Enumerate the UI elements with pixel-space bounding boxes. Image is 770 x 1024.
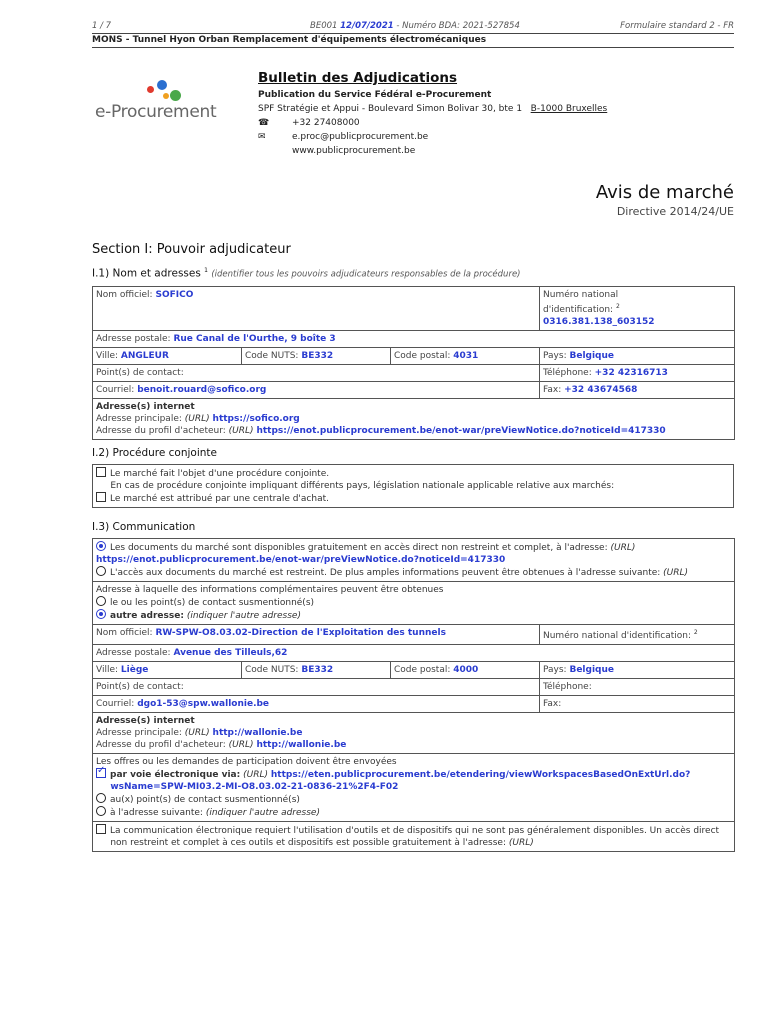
table-row — [93, 754, 735, 822]
offers-electronic-label: par voie électronique via: — [110, 770, 241, 780]
field-label: Code postal: — [394, 351, 451, 361]
docs-restricted-radio[interactable] — [96, 566, 106, 576]
tools-checkbox[interactable] — [96, 824, 106, 834]
field-label: Numéro national d'identification: — [543, 631, 692, 641]
i1-title-text: I.1) Nom et adresses — [92, 267, 201, 280]
field-label: Téléphone: — [543, 682, 592, 692]
e-procurement-logo — [95, 78, 225, 128]
field-label: Code NUTS: — [245, 665, 299, 675]
internet-heading: Adresse(s) internet — [96, 402, 195, 412]
table-row — [93, 713, 735, 754]
field-label: d'identification: — [543, 305, 614, 315]
field-label: Adresse postale: — [96, 334, 171, 344]
url-hint: (URL) — [610, 543, 636, 553]
main-url[interactable]: https://sofico.org — [212, 414, 300, 424]
field-label: Adresse principale: — [96, 414, 182, 424]
publisher-web-line — [258, 144, 738, 158]
field-label: Pays: — [543, 351, 567, 361]
publisher-email-line — [258, 130, 738, 144]
field-label: Point(s) de contact: — [96, 368, 184, 378]
phone: +32 42316713 — [594, 368, 668, 378]
offers-address-radio[interactable] — [96, 806, 106, 816]
table-row — [93, 539, 735, 582]
phone-icon: ☎ — [258, 118, 270, 128]
publisher-phone: +32 27408000 — [292, 118, 360, 128]
table-row — [93, 465, 734, 508]
buyer-profile-url[interactable]: https://enot.publicprocurement.be/enot-war/preViewNotice.do?noticeId=417330 — [256, 426, 666, 436]
url-hint: (URL) — [184, 414, 210, 424]
field-label: Fax: — [543, 699, 562, 709]
city: ANGLEUR — [120, 351, 169, 361]
contact-main-url[interactable]: http://wallonie.be — [212, 728, 303, 738]
i1-note: (identifier tous les pouvoirs adjudicateurs responsables de la procédure) — [211, 269, 521, 280]
offers-address-note: (indiquer l'autre adresse) — [205, 808, 320, 818]
field-label: Ville: — [96, 351, 119, 361]
offers-url-continued[interactable]: wsName=SPW-MI03.2-MI-O8.03.02-21-0836-21%2F4-F02 — [110, 782, 399, 792]
table-row — [93, 399, 735, 440]
joint-procedure-checkbox[interactable] — [96, 467, 106, 477]
notice-title-block — [596, 182, 734, 218]
info-contact-label: le ou les point(s) de contact susmentionné(s) — [110, 598, 315, 608]
contact-nuts: BE332 — [301, 665, 334, 675]
offers-electronic-checkbox[interactable] — [96, 768, 106, 778]
field-label: Adresse du profil d'acheteur: — [96, 426, 226, 436]
table-row — [93, 582, 735, 625]
notice-directive: Directive 2014/24/UE — [616, 205, 734, 218]
contact-email[interactable]: dgo1-53@spw.wallonie.be — [137, 699, 270, 709]
field-label: Adresse principale: — [96, 728, 182, 738]
notice-subtitle: MONS - Tunnel Hyon Orban Remplacement d'équipements électromécaniques — [92, 33, 734, 48]
subsection-i3-title: I.3) Communication — [92, 521, 196, 533]
table-row — [93, 679, 735, 696]
postal-address: Rue Canal de l'Ourthe, 9 boîte 3 — [173, 334, 336, 344]
notice-reference — [310, 21, 520, 31]
email[interactable]: benoit.rouard@sofico.org — [137, 385, 267, 395]
info-other-radio[interactable] — [96, 609, 106, 619]
fax: +32 43674568 — [564, 385, 638, 395]
info-other-label: autre adresse: — [110, 611, 184, 621]
central-purchasing-label: Le marché est attribué par une centrale d'achat. — [110, 494, 329, 504]
table-row — [93, 645, 735, 662]
field-label: Numéro national — [543, 290, 619, 300]
docs-url[interactable]: https://enot.publicprocurement.be/enot-war/preViewNotice.do?noticeId=417330 — [96, 555, 506, 565]
country: Belgique — [569, 351, 615, 361]
publisher-name: Publication du Service Fédéral e-Procurement — [258, 90, 492, 100]
table-row — [93, 696, 735, 713]
table-row — [93, 662, 735, 679]
field-label: Code postal: — [394, 665, 451, 675]
contact-postal-address: Avenue des Tilleuls,62 — [173, 648, 288, 658]
url-hint: (URL) — [184, 728, 210, 738]
field-label: Code NUTS: — [245, 351, 299, 361]
info-other-note: (indiquer l'autre adresse) — [186, 611, 301, 621]
contact-country: Belgique — [569, 665, 614, 675]
logo-dots — [95, 78, 225, 102]
url-hint: (URL) — [243, 770, 268, 780]
table-row — [93, 348, 735, 365]
offers-label: Les offres ou les demandes de participation doivent être envoyées — [96, 757, 397, 767]
field-label: Nom officiel: — [96, 290, 153, 300]
internet-heading: Adresse(s) internet — [96, 716, 195, 726]
i1-footnote-mark: 1 — [204, 267, 208, 274]
docs-free-radio[interactable] — [96, 541, 106, 551]
table-row — [93, 287, 735, 331]
subsection-i2-title: I.2) Procédure conjointe — [92, 447, 217, 459]
footnote-mark: 2 — [615, 303, 620, 310]
publisher-city: B-1000 Bruxelles — [530, 104, 608, 114]
publication-date: 12/07/2021 — [340, 21, 394, 31]
contact-city: Liège — [120, 665, 149, 675]
url-hint: (URL) — [663, 568, 689, 578]
subsection-i1-title — [92, 267, 521, 280]
joint-procedure-label: Le marché fait l'objet d'une procédure conjointe. — [110, 469, 330, 479]
publisher-address: SPF Stratégie et Appui - Boulevard Simon Bolivar 30, bte 1 — [258, 104, 523, 114]
info-address-label: Adresse à laquelle des informations complémentaires peuvent être obtenues — [96, 585, 444, 595]
i1-table — [92, 286, 735, 440]
logo-dot-red — [147, 86, 154, 93]
contact-postal-code: 4000 — [453, 665, 479, 675]
table-row — [93, 365, 735, 382]
docs-free-label: Les documents du marché sont disponibles gratuitement en accès direct non restreint et complet, à l'adresse: — [110, 543, 608, 553]
publisher-address-line — [258, 102, 738, 116]
joint-procedure-law-label: En cas de procédure conjointe impliquant différents pays, législation nationale applicable relative aux marchés: — [110, 481, 615, 491]
ref-prefix: BE001 — [310, 21, 338, 31]
offers-contact-radio[interactable] — [96, 793, 106, 803]
offers-address-label: à l'adresse suivante: — [110, 808, 203, 818]
logo-dot-orange — [163, 93, 169, 99]
table-row — [93, 625, 735, 645]
field-label: Adresse postale: — [96, 648, 171, 658]
offers-url[interactable]: https://eten.publicprocurement.be/etendering/viewWorkspacesBasedOnExtUrl.do? — [270, 770, 691, 780]
ref-suffix: - Numéro BDA: 2021-527854 — [396, 21, 520, 31]
field-label: Fax: — [543, 385, 562, 395]
section-title: Section I: Pouvoir adjudicateur — [92, 242, 291, 257]
field-label: Téléphone: — [543, 368, 592, 378]
url-hint: (URL) — [508, 838, 534, 848]
envelope-icon: ✉ — [258, 132, 266, 142]
field-label: Point(s) de contact: — [96, 682, 184, 692]
url-hint: (URL) — [228, 426, 254, 436]
form-name: Formulaire standard 2 - FR — [620, 21, 734, 31]
page-number: 1 / 7 — [92, 21, 112, 31]
publisher-phone-line — [258, 116, 738, 130]
contact-profile-url[interactable]: http://wallonie.be — [256, 740, 347, 750]
footnote-mark: 2 — [693, 629, 698, 636]
publisher-website[interactable]: www.publicprocurement.be — [292, 146, 416, 156]
logo-dot-green — [170, 90, 181, 101]
tools-label-continued: non restreint et complet à ces outils et dispositifs est possible gratuitement à l'adresse: — [110, 838, 506, 848]
nuts-code: BE332 — [301, 351, 334, 361]
field-label: Adresse du profil d'acheteur: — [96, 740, 226, 750]
docs-restricted-label: L'accès aux documents du marché est restreint. De plus amples informations peuvent être obtenues à l'adresse suivante: — [110, 568, 661, 578]
central-purchasing-checkbox[interactable] — [96, 492, 106, 502]
publisher-email[interactable]: e.proc@publicprocurement.be — [292, 132, 429, 142]
field-label: Nom officiel: — [96, 628, 153, 638]
postal-code: 4031 — [453, 351, 479, 361]
info-contact-radio[interactable] — [96, 596, 106, 606]
logo-dot-blue — [157, 80, 167, 90]
page-header — [92, 21, 734, 33]
field-label: Courriel: — [96, 699, 135, 709]
notice-title: Avis de marché — [595, 182, 734, 203]
offers-contact-label: au(x) point(s) de contact susmentionné(s) — [110, 795, 300, 805]
logo-wordmark: e-Procurement — [95, 102, 217, 122]
contact-official-name: RW-SPW-O8.03.02-Direction de l'Exploitation des tunnels — [155, 628, 446, 638]
field-label: Pays: — [543, 665, 567, 675]
i3-table — [92, 538, 735, 852]
national-id: 0316.381.138_603152 — [543, 317, 655, 327]
table-row — [93, 331, 735, 348]
field-label: Courriel: — [96, 385, 135, 395]
publisher-block — [258, 70, 738, 158]
table-row — [93, 382, 735, 399]
bulletin-title: Bulletin des Adjudications — [258, 70, 458, 86]
i2-table — [92, 464, 734, 508]
table-row — [93, 822, 735, 852]
url-hint: (URL) — [228, 740, 254, 750]
field-label: Ville: — [96, 665, 119, 675]
tools-label: La communication électronique requiert l'utilisation d'outils et de dispositifs qui ne sont pas généralement disponibles. Un accès direct — [110, 826, 720, 836]
official-name: SOFICO — [155, 290, 194, 300]
